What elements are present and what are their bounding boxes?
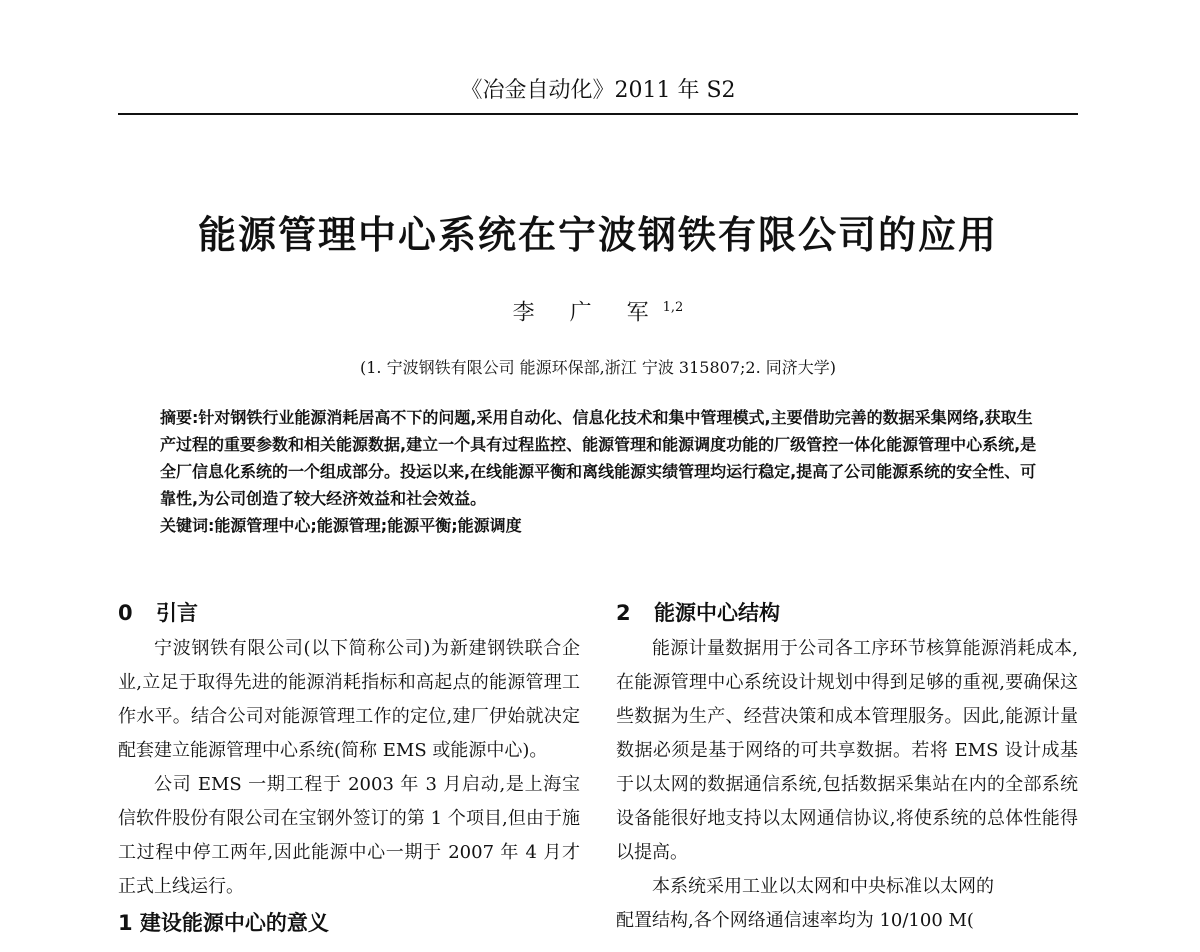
cut-off-line: 配置结构,各个网络通信速率均为 10/100 M( xyxy=(616,910,974,931)
paragraph: 公司 EMS 一期工程于 2003 年 3 月启动,是上海宝信软件股份有限公司在宝钢外签订的第 1 个项目,但由于施工过程中停工两年,因此能源中心一期于 2007 年 4 月才正式上线运行。 xyxy=(118,774,580,897)
left-column xyxy=(118,598,580,935)
section-title: 引言 xyxy=(156,601,198,625)
paragraph: 能源计量数据用于公司各工序环节核算能源消耗成本,在能源管理中心系统设计规划中得到足够的重视,要确保这些数据为生产、经营决策和成本管理服务。因此,能源计量数据必须是基于网络的可共享数据。若将 EMS 设计成基于以太网的数据通信系统,包括数据采集站在内的全部系统设备能很好地支持以太网通信协议,将使系统的总体性能得以提高。 xyxy=(616,638,1078,863)
paragraph: 本系统采用工业以太网和中央标准以太网的 xyxy=(652,876,994,897)
author-line xyxy=(118,293,1078,328)
section-heading xyxy=(118,598,580,628)
paragraph: 宁波钢铁有限公司(以下简称公司)为新建钢铁联合企业,立足于取得先进的能源消耗指标和高起点的能源管理工作水平。结合公司对能源管理工作的定位,建厂伊始就决定配套建立能源管理中心系统(简称 EMS 或能源中心)。 xyxy=(118,638,580,761)
abstract-text: 针对钢铁行业能源消耗居高不下的问题,采用自动化、信息化技术和集中管理模式,主要借助完善的数据采集网络,获取生产过程的重要参数和相关能源数据,建立一个具有过程监控、能源管理和能源调度功能的厂级管控一体化能源管理中心系统,是全厂信息化系统的一个组成部分。投运以来,在线能源平衡和离线能源实绩管理均运行稳定,提高了公司能源系统的安全性、可靠性,为公司创造了较大经济效益和社会效益。 xyxy=(160,408,1037,508)
author-name: 李 广 军 xyxy=(512,300,663,326)
keywords xyxy=(160,512,1040,539)
abstract-label: 摘要: xyxy=(160,408,199,427)
section-number: 2 xyxy=(616,601,631,625)
author-superscript: 1,2 xyxy=(662,300,684,315)
keywords-label: 关键词: xyxy=(160,516,215,535)
right-column xyxy=(616,598,1078,931)
section-heading xyxy=(616,598,1078,628)
keywords-text: 能源管理中心;能源管理;能源平衡;能源调度 xyxy=(214,516,522,535)
paper-title: 能源管理中心系统在宁波钢铁有限公司的应用 xyxy=(197,213,998,257)
journal-header: 《冶金自动化》2011 年 S2 xyxy=(460,78,736,103)
abstract-block xyxy=(160,404,1040,539)
section-title: 能源中心结构 xyxy=(654,601,780,625)
abstract xyxy=(160,404,1040,512)
affiliation: (1. 宁波钢铁有限公司 能源环保部,浙江 宁波 315807;2. 同济大学) xyxy=(359,358,836,377)
header-rule xyxy=(118,113,1078,115)
section-number: 0 xyxy=(118,601,133,625)
next-section-heading: 1 建设能源中心的意义 xyxy=(118,911,329,935)
